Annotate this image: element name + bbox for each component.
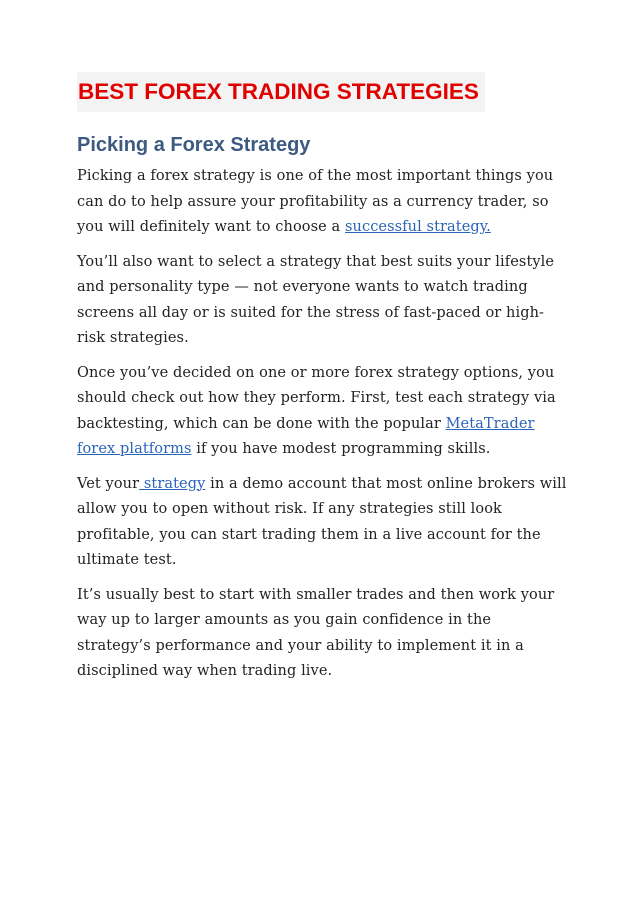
paragraph-5: It’s usually best to start with smaller trades and then work your way up to larger amounts as you gain confidence in the strategy’s performance and your ability to implement it in a disciplined way when trading live.	[77, 586, 555, 679]
paragraph-2: You’ll also want to select a strategy that best suits your lifestyle and personality type — not everyone wants to watch trading screens all day or is suited for the stress of fast-paced or high-risk strategies.	[77, 253, 555, 346]
paragraph-1-text: Picking a forex strategy is one of the most important things you can do to help assure your profitability as a currency trader, so you will definitely want to choose a	[77, 168, 554, 235]
metatrader-platforms-link[interactable]: MetaTrader forex platforms	[77, 415, 535, 457]
paragraph-4-text-after: in a demo account that most online brokers will allow you to open without risk. If any strategies still look profitable, you can start trading them in a live account for the ultimate test.	[77, 475, 567, 568]
paragraph-4	[77, 472, 567, 574]
paragraph-3-text-before: Once you’ve decided on one or more forex strategy options, you should check out how they perform. First, test each strategy via backtesting, which can be done with the popular	[77, 364, 556, 432]
paragraph-4-text-before: Vet your	[77, 475, 140, 492]
paragraph-1	[77, 164, 567, 241]
document-title: BEST FOREX TRADING STRATEGIES	[77, 72, 485, 112]
strategy-link[interactable]: strategy	[139, 475, 206, 492]
paragraph-3	[77, 361, 567, 463]
paragraph-3-text-after: if you have modest programming skills.	[191, 441, 491, 457]
successful-strategy-link[interactable]: successful strategy.	[345, 219, 491, 235]
document-page	[77, 72, 567, 694]
section-heading: Picking a Forex Strategy	[77, 134, 311, 156]
